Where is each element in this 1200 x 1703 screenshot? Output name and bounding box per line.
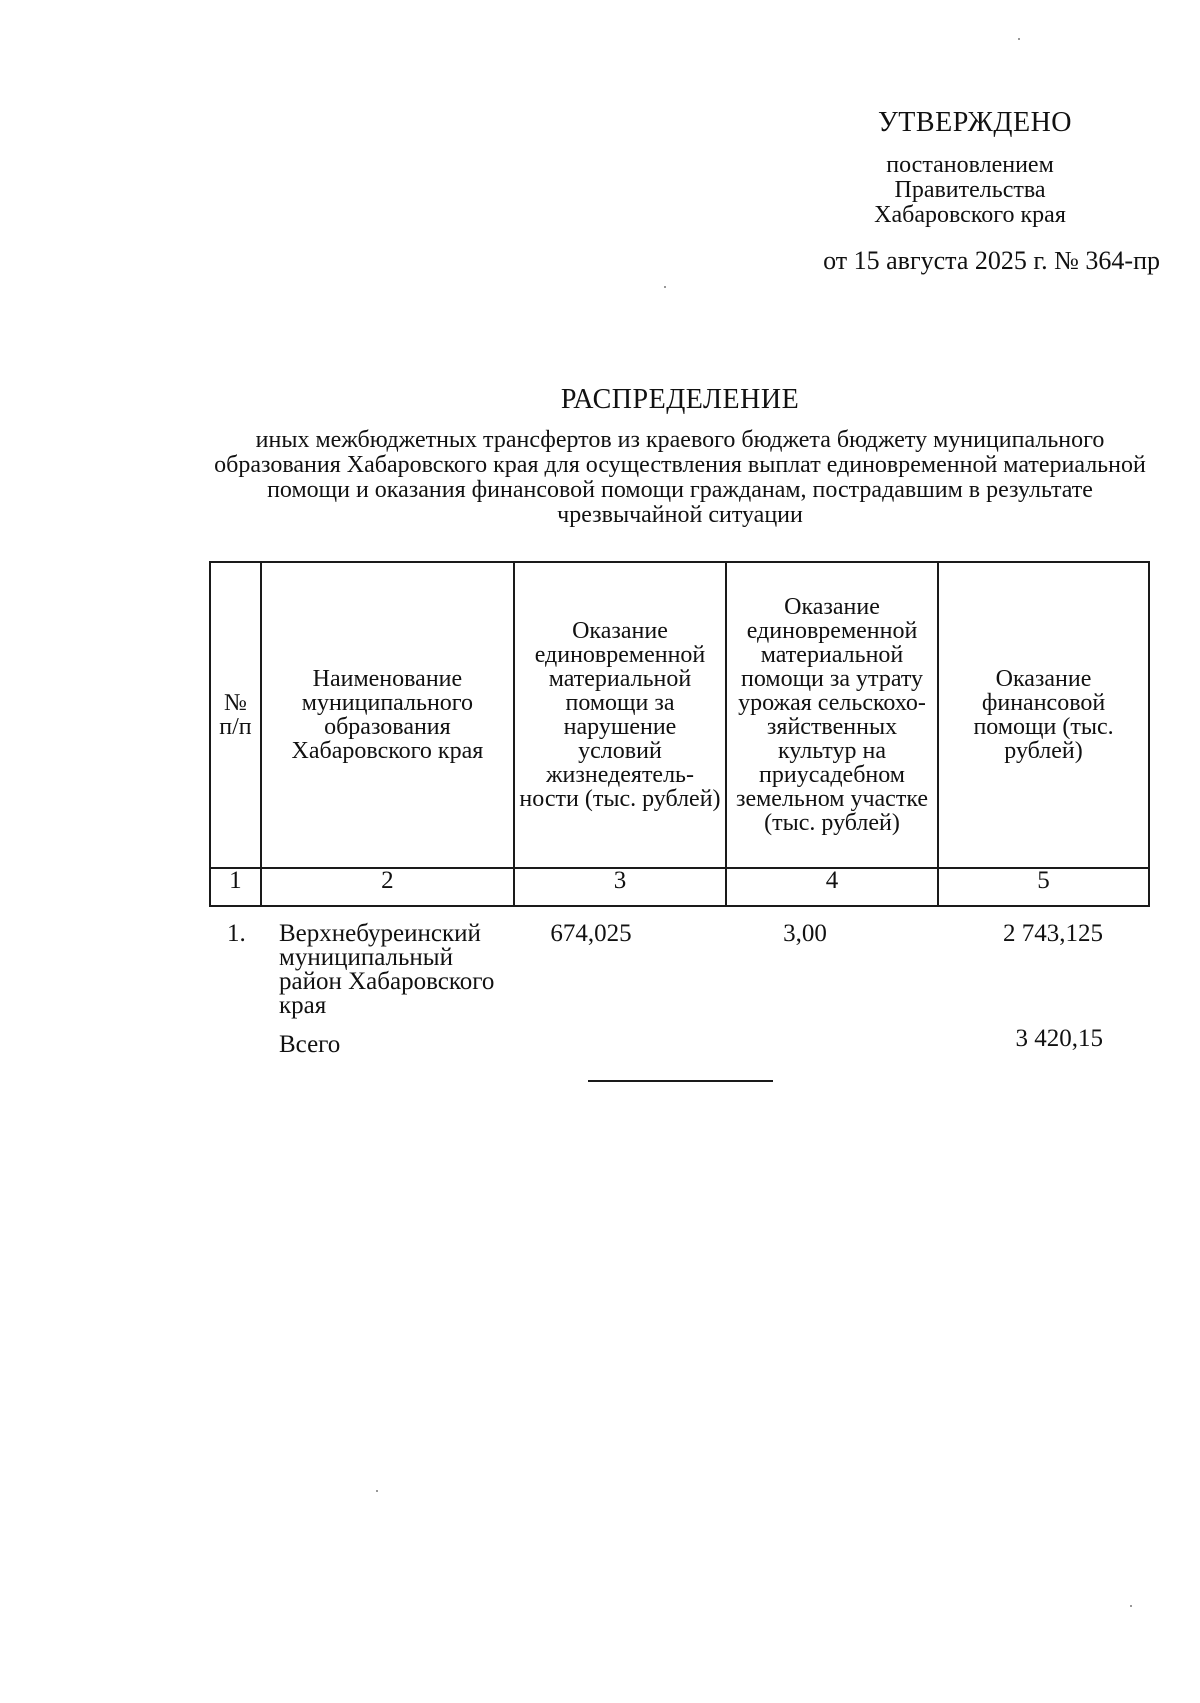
header-municipality: Наименование муниципального образования Хабаровского края [261, 562, 514, 868]
table-header-row [210, 562, 1149, 868]
column-number: 4 [726, 868, 938, 906]
table-column-numbers-row [210, 868, 1149, 906]
document-title: РАСПРЕДЕЛЕНИЕ [560, 384, 800, 415]
header-financial-aid: Оказание финансовой помощи (тыс. рублей) [938, 562, 1149, 868]
row-financial-aid: 2 743,125 [1003, 920, 1103, 947]
column-number: 2 [261, 868, 514, 906]
distribution-table [209, 561, 1150, 907]
row-number: 1. [227, 920, 246, 947]
row-municipality: Верхнебуреинский муниципальный район Хабаровского края [279, 920, 495, 1019]
approval-line-2: Правительства [894, 177, 1046, 203]
column-number: 5 [938, 868, 1149, 906]
scan-speck [376, 1490, 378, 1492]
scan-speck [664, 286, 666, 288]
approval-stamp: УТВЕРЖДЕНО [877, 107, 1073, 138]
total-label: Всего [279, 1031, 341, 1058]
header-living-conditions-aid: Оказание единовременной материальной помощи за нарушение условий жизнедеятель-ности (тыс. рублей) [514, 562, 726, 868]
end-divider [588, 1080, 773, 1082]
document-subtitle: иных межбюджетных трансфертов из краевого бюджета бюджету муниципального образования Хабаровского края для осуществления выплат единовременной материальной помощи и оказания финансовой помощи гражданам, пострадавшим в результате чрезвычайной ситуации [214, 427, 1146, 528]
approval-line-3: Хабаровского края [874, 202, 1066, 228]
row-crop-loss-aid: 3,00 [783, 920, 827, 947]
header-crop-loss-aid: Оказание единовременной материальной помощи за утрату урожая сельскохо-зяйственных культур на приусадебном земельном участке (тыс. рублей) [726, 562, 938, 868]
scan-speck [1130, 1605, 1132, 1607]
approval-block [760, 107, 1180, 275]
column-number: 3 [514, 868, 726, 906]
approval-date: от 15 августа 2025 г. № 364-пр [823, 246, 1160, 275]
header-number: № п/п [210, 562, 261, 868]
approval-line-1: постановлением [886, 152, 1054, 178]
column-number: 1 [210, 868, 261, 906]
scan-speck [1018, 38, 1020, 40]
row-living-conditions-aid: 674,025 [550, 920, 632, 947]
total-value: 3 420,15 [1015, 1025, 1103, 1052]
